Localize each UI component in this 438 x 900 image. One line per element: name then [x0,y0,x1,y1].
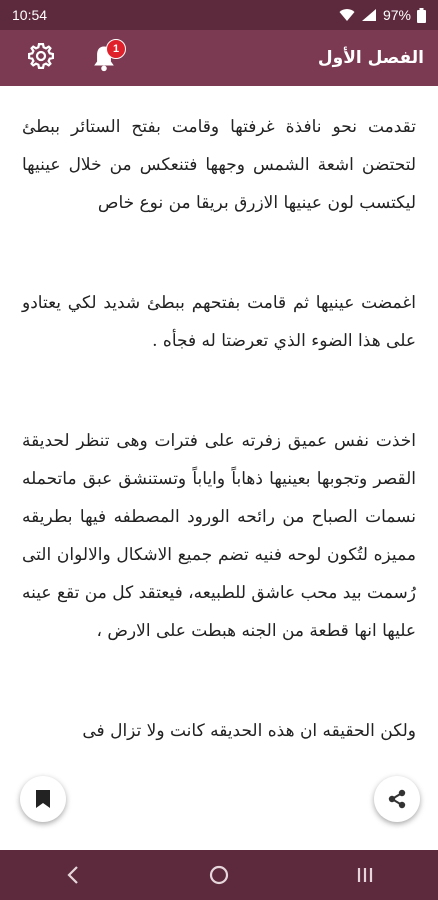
share-icon [386,788,408,810]
app-bar [0,30,438,86]
home-icon [208,864,230,886]
gear-icon [26,41,56,71]
bookmark-icon [35,789,51,809]
nav-back-button[interactable] [49,855,97,895]
battery-icon [417,8,426,23]
settings-button[interactable] [26,41,56,75]
recents-icon [355,865,375,885]
paragraph: ولكن الحقيقه ان هذه الحديقه كانت ولا تزال فى [82,721,416,741]
status-bar [0,0,438,30]
share-button[interactable] [374,776,420,822]
nav-home-button[interactable] [195,855,243,895]
status-icons [339,7,426,23]
nav-recents-button[interactable] [341,855,389,895]
signal-icon [361,8,377,22]
paragraph: اخذت نفس عميق زفرته على فترات وهى تنظر لحديقة القصر وتجوبها بعينيها ذهاباً واياباً وتستنشق عبق ماتحمله نسمات الصباح من رائحه الورود المصطفه فيها بطريقه مميزه لتُكون لوحه فنيه تضم جميع الاشكال والالوان التى رُسمت بيد محب عاشق للطبيعه، فيعتقد كل من تقع عينه عليها انها قطعة من الجنه هبطت على الارض ، [22,431,416,641]
chapter-content [0,86,438,850]
paragraph: اغمضت عينيها ثم قامت بفتحهم ببطئ شديد لكي يعتادو على هذا الضوء الذي تعرضتا له فجأه . [22,293,416,351]
wifi-icon [339,8,355,22]
paragraph: تقدمت نحو نافذة غرفتها وقامت بفتح الستائر ببطئ لتحتضن اشعة الشمس وجهها فتنعكس من خلال عينيها ليكتسب لون عينيها الازرق بريقا من نوع خاص [22,117,416,213]
battery-level: 97% [382,7,411,23]
bookmark-button[interactable] [20,776,66,822]
status-time: 10:54 [12,7,48,23]
notifications-button[interactable] [90,43,118,73]
page-title: الفصل الأول [317,48,424,68]
app-bar-actions [26,41,118,75]
navigation-bar [0,850,438,900]
back-icon [65,865,81,885]
notification-badge: 1 [106,39,126,59]
